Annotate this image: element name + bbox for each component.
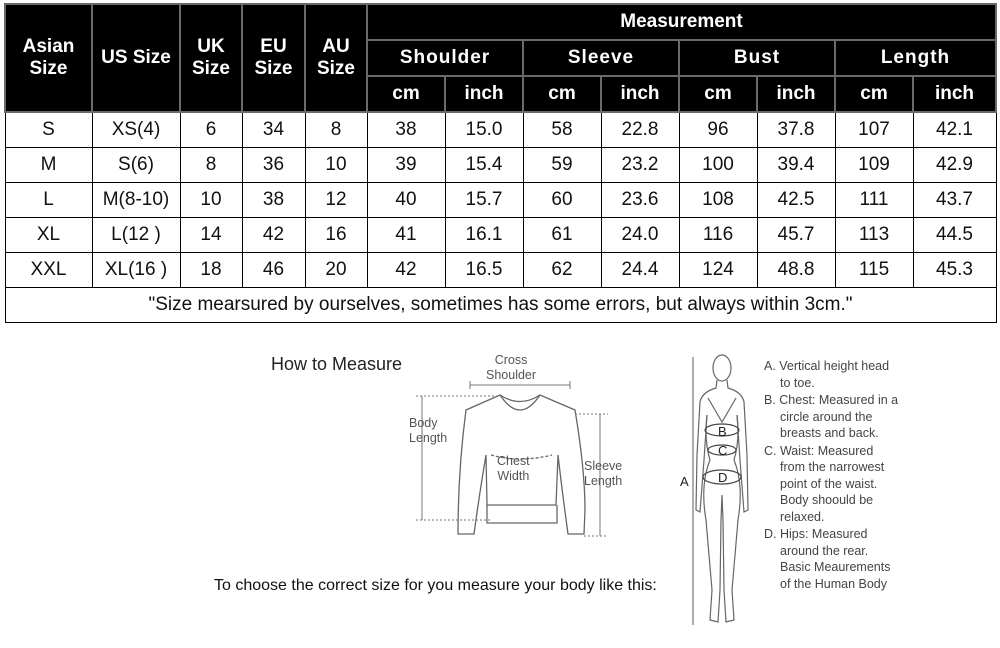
cross-shoulder-label-line: Shoulder (486, 368, 537, 382)
header-asian-size: Asian Size (5, 4, 92, 112)
table-cell: 46 (242, 253, 305, 288)
header-length: Length (835, 40, 996, 76)
table-cell: 60 (523, 183, 601, 218)
table-cell: 42 (242, 218, 305, 253)
header-unit: cm (367, 76, 445, 112)
body-length-label (409, 416, 447, 446)
header-unit: cm (835, 76, 913, 112)
header-unit: cm (679, 76, 757, 112)
table-cell: 38 (242, 183, 305, 218)
table-cell: 124 (679, 253, 757, 288)
table-cell: 37.8 (757, 112, 835, 148)
table-cell: 107 (835, 112, 913, 148)
header-au-size: AU Size (305, 4, 367, 112)
table-cell: 18 (180, 253, 242, 288)
table-cell: 20 (305, 253, 367, 288)
header-unit: inch (601, 76, 679, 112)
table-cell: 38 (367, 112, 445, 148)
table-cell: 6 (180, 112, 242, 148)
table-cell: 41 (367, 218, 445, 253)
body-length-label-line: Length (409, 431, 448, 445)
legend-item (764, 392, 898, 442)
table-cell: 15.0 (445, 112, 523, 148)
header-unit: cm (523, 76, 601, 112)
table-cell: 100 (679, 148, 757, 183)
header-eu-size: EU Size (242, 4, 305, 112)
table-cell: L(12 ) (92, 218, 180, 253)
chest-width-label-line: Width (497, 469, 530, 483)
table-cell: 16 (305, 218, 367, 253)
cross-shoulder-label (486, 353, 536, 383)
legend-item-line: from the narrowest (780, 460, 885, 474)
table-cell: 16.1 (445, 218, 523, 253)
table-cell: 44.5 (913, 218, 996, 253)
measurement-note: "Size mearsured by ourselves, sometimes has some errors, but always within 3cm." (5, 288, 996, 323)
table-cell: 40 (367, 183, 445, 218)
body-length-label-line: Body (409, 416, 438, 430)
header-unit: inch (757, 76, 835, 112)
table-cell: 36 (242, 148, 305, 183)
legend-item-line: Body shoould be (780, 493, 874, 507)
table-cell: 14 (180, 218, 242, 253)
measure-legend (764, 358, 898, 593)
legend-item-line: breasts and back. (780, 426, 879, 440)
legend-item (764, 443, 898, 526)
table-cell: L (5, 183, 92, 218)
table-cell: XS(4) (92, 112, 180, 148)
legend-item-title: B. Chest: Measured in a (764, 393, 899, 407)
chest-width-label (497, 454, 530, 484)
table-row (5, 148, 996, 183)
table-cell: 23.2 (601, 148, 679, 183)
table-cell: 48.8 (757, 253, 835, 288)
sleeve-length-label (584, 459, 622, 489)
table-cell: XL(16 ) (92, 253, 180, 288)
table-cell: S (5, 112, 92, 148)
header-unit: inch (445, 76, 523, 112)
table-cell: 111 (835, 183, 913, 218)
table-cell: 24.0 (601, 218, 679, 253)
legend-item-line: Basic Meaurements (780, 560, 891, 574)
table-cell: 8 (180, 148, 242, 183)
cross-shoulder-label-line: Cross (494, 353, 528, 367)
sleeve-length-label-line: Sleeve (584, 459, 623, 473)
size-chart-table (4, 3, 997, 323)
figure-letter-b: B (718, 424, 727, 439)
measure-instruction: To choose the correct size for you measure your body like this: (214, 577, 657, 594)
table-cell: 23.6 (601, 183, 679, 218)
header-shoulder: Shoulder (367, 40, 523, 76)
table-cell: 45.3 (913, 253, 996, 288)
sleeve-length-label-line: Length (584, 474, 623, 488)
table-cell: S(6) (92, 148, 180, 183)
human-figure-illustration (693, 355, 748, 625)
figure-letter-d: D (718, 470, 728, 485)
table-cell: 113 (835, 218, 913, 253)
table-cell: 58 (523, 112, 601, 148)
table-row (5, 218, 996, 253)
table-cell: 45.7 (757, 218, 835, 253)
legend-item (764, 358, 898, 391)
legend-item-line: around the rear. (780, 543, 869, 558)
table-cell: 22.8 (601, 112, 679, 148)
table-cell: 116 (679, 218, 757, 253)
table-cell: 39 (367, 148, 445, 183)
table-cell: M (5, 148, 92, 183)
chest-width-label-line: Chest (497, 454, 530, 468)
header-us-size: US Size (92, 4, 180, 112)
table-cell: XL (5, 218, 92, 253)
table-cell: 16.5 (445, 253, 523, 288)
legend-item-title: C. Waist: Measured (764, 443, 874, 458)
table-cell: 108 (679, 183, 757, 218)
table-cell: 42.9 (913, 148, 996, 183)
table-cell: 10 (180, 183, 242, 218)
figure-letter-a: A (680, 474, 689, 489)
table-cell: 59 (523, 148, 601, 183)
figure-letter-c: C (718, 443, 728, 458)
legend-item-title: D. Hips: Measured (764, 527, 868, 541)
table-cell: 42.5 (757, 183, 835, 218)
header-unit: inch (913, 76, 996, 112)
table-cell: 115 (835, 253, 913, 288)
table-cell: M(8-10) (92, 183, 180, 218)
table-row (5, 253, 996, 288)
legend-item-line: point of the waist. (780, 476, 878, 491)
table-cell: 10 (305, 148, 367, 183)
table-cell: 15.4 (445, 148, 523, 183)
table-cell: XXL (5, 253, 92, 288)
table-cell: 34 (242, 112, 305, 148)
table-cell: 109 (835, 148, 913, 183)
table-cell: 8 (305, 112, 367, 148)
table-cell: 42 (367, 253, 445, 288)
table-cell: 43.7 (913, 183, 996, 218)
legend-item-line: of the Human Body (780, 576, 888, 591)
table-cell: 96 (679, 112, 757, 148)
table-cell: 24.4 (601, 253, 679, 288)
table-cell: 15.7 (445, 183, 523, 218)
how-to-measure-title: How to Measure (271, 354, 403, 374)
header-uk-size: UK Size (180, 4, 242, 112)
legend-item-title: A. Vertical height head (764, 359, 890, 373)
legend-item-line: circle around the (780, 409, 873, 424)
header-bust: Bust (679, 40, 835, 76)
legend-item-line: to toe. (780, 375, 815, 390)
table-cell: 12 (305, 183, 367, 218)
header-measurement: Measurement (367, 4, 996, 40)
legend-item-line: relaxed. (780, 509, 825, 524)
table-cell: 62 (523, 253, 601, 288)
table-cell: 61 (523, 218, 601, 253)
table-cell: 39.4 (757, 148, 835, 183)
table-cell: 42.1 (913, 112, 996, 148)
table-row (5, 112, 996, 148)
table-row (5, 183, 996, 218)
legend-item (764, 526, 898, 592)
header-sleeve: Sleeve (523, 40, 679, 76)
